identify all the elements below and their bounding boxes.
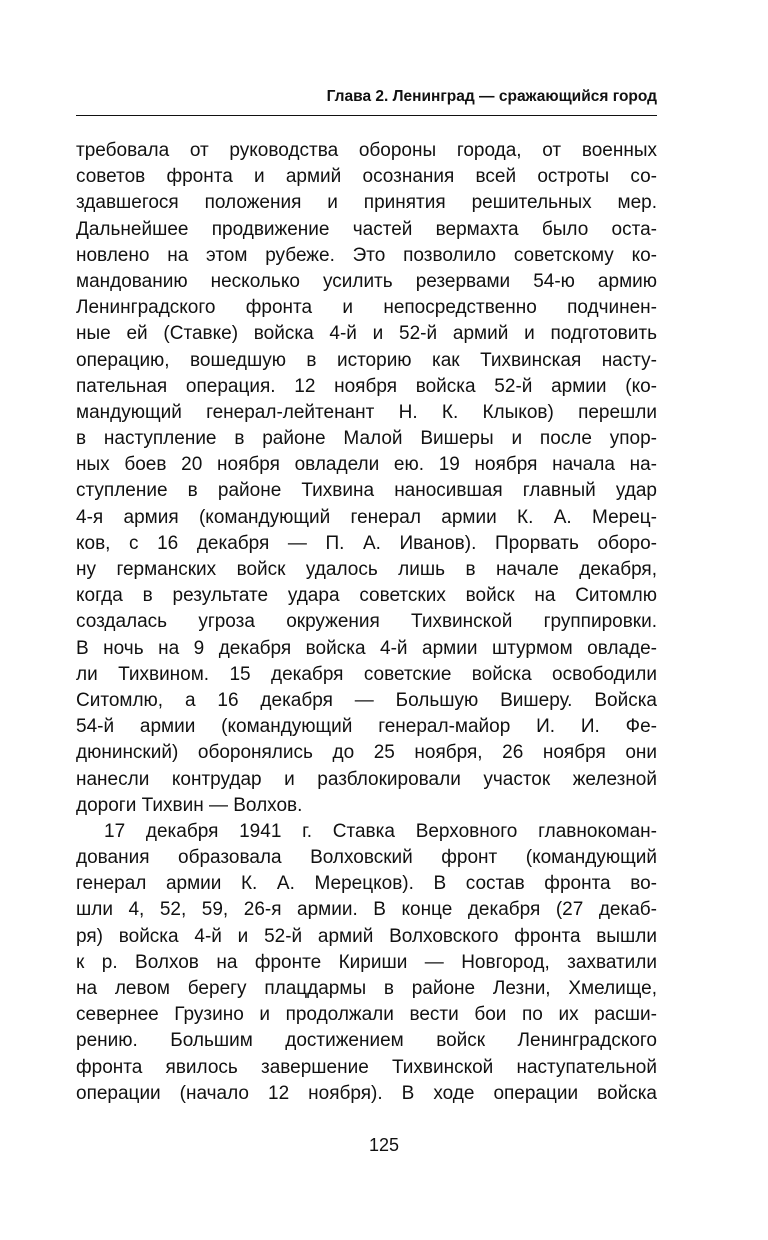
text-line: ну германских войск удалось лишь в начале декабря, bbox=[76, 559, 657, 580]
text-line: дования образовала Волховский фронт (командующий bbox=[76, 847, 657, 869]
text-line: советов фронта и армий осознания всей остроты со- bbox=[76, 166, 657, 188]
text-line: 54-й армии (командующий генерал-майор И. И. Фе- bbox=[76, 716, 657, 738]
text-line: Дальнейшее продвижение частей вермахта было оста- bbox=[76, 218, 657, 240]
text-line: ных боев 20 ноября овладели ею. 19 ноября начала на- bbox=[76, 454, 657, 476]
text-line: к р. Волхов на фронте Кириши — Новгород, захватили bbox=[76, 951, 657, 973]
text-line: генерал армии К. А. Мерецков). В состав фронта во- bbox=[76, 873, 657, 895]
text-line: рению. Большим достижением войск Ленинградского bbox=[76, 1030, 657, 1052]
text-line: 17 декабря 1941 г. Ставка Верховного главнокоман- bbox=[104, 820, 657, 842]
text-line: нанесли контрудар и разблокировали участок железной bbox=[76, 768, 657, 790]
text-line: фронта явилось завершение Тихвинской наступательной bbox=[76, 1056, 657, 1078]
text-line: операции (начало 12 ноября). В ходе операции войска bbox=[76, 1082, 657, 1104]
header-rule bbox=[76, 115, 657, 116]
text-line: ступление в районе Тихвина наносившая главный удар bbox=[76, 480, 657, 502]
text-line: севернее Грузино и продолжали вести бои по их расши- bbox=[76, 1004, 657, 1026]
text-line: мандованию несколько усилить резервами 54-ю армию bbox=[76, 270, 657, 292]
text-line: ков, с 16 декабря — П. А. Иванов). Прорвать оборо- bbox=[76, 532, 657, 554]
text-line: ли Тихвином. 15 декабря советские войска освободили bbox=[76, 663, 657, 685]
text-line: В ночь на 9 декабря войска 4-й армии штурмом овладе- bbox=[76, 637, 657, 659]
text-line: Ленинградского фронта и непосредственно подчинен- bbox=[76, 297, 657, 319]
text-line: новлено на этом рубеже. Это позволило советскому ко- bbox=[76, 244, 657, 266]
text-line: ря) войска 4-й и 52-й армий Волховского фронта вышли bbox=[76, 925, 657, 947]
text-line: здавшегося положения и принятия решительных мер. bbox=[76, 192, 657, 214]
text-line: операцию, вошедшую в историю как Тихвинская насту- bbox=[76, 349, 657, 371]
text-line: в наступление в районе Малой Вишеры и после упор- bbox=[76, 428, 657, 450]
text-line: шли 4, 52, 59, 26-я армии. В конце декабря (27 декаб- bbox=[76, 899, 657, 921]
text-line: дюнинский) оборонялись до 25 ноября, 26 ноября они bbox=[76, 742, 657, 764]
paragraph bbox=[76, 819, 657, 1107]
page-number: 125 bbox=[368, 1135, 400, 1155]
text-line: создалась угроза окружения Тихвинской группировки. bbox=[76, 611, 657, 633]
running-head: Глава 2. Ленинград — сражающийся город bbox=[326, 88, 657, 105]
text-line: когда в результате удара советских войск на Ситомлю bbox=[76, 585, 657, 607]
paragraph bbox=[76, 138, 657, 819]
text-line: мандующий генерал-лейтенант Н. К. Клыков) перешли bbox=[76, 401, 657, 423]
text-line: пательная операция. 12 ноября войска 52-й армии (ко- bbox=[76, 375, 657, 397]
body-text bbox=[76, 138, 657, 1107]
text-line: ные ей (Ставке) войска 4-й и 52-й армий и подготовить bbox=[76, 323, 657, 345]
text-line: Ситомлю, а 16 декабря — Большую Вишеру. Войска bbox=[76, 689, 657, 711]
text-line: 4-я армия (командующий генерал армии К. А. Мерец- bbox=[76, 506, 657, 528]
text-line: дороги Тихвин — Волхов. bbox=[76, 794, 303, 816]
text-line: на левом берегу плацдармы в районе Лезни, Хмелище, bbox=[76, 978, 657, 999]
text-line: требовала от руководства обороны города, от военных bbox=[76, 140, 657, 161]
